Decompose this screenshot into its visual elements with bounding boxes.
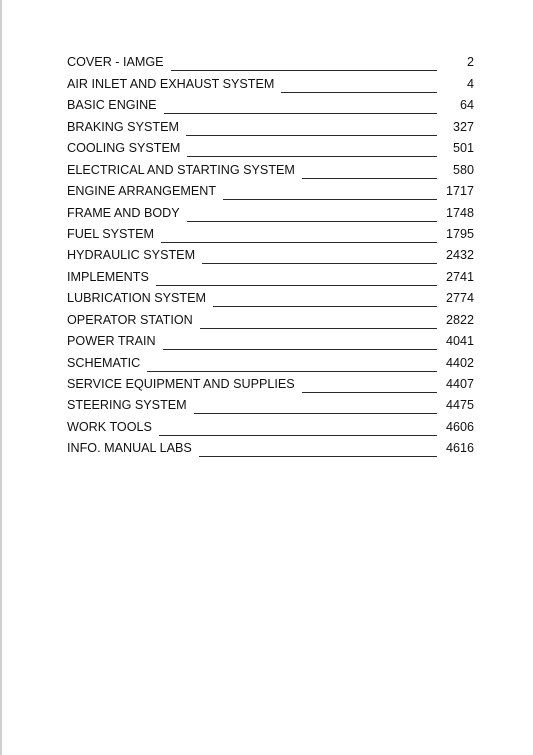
toc-entry-label: AIR INLET AND EXHAUST SYSTEM <box>67 76 275 91</box>
toc-entry-page: 2774 <box>445 291 474 306</box>
toc-leader-line <box>187 156 437 157</box>
toc-entry-page: 4041 <box>445 334 474 349</box>
toc-leader-line <box>163 349 437 350</box>
toc-entry-page: 501 <box>452 141 474 156</box>
toc-entry-hydraulic[interactable] <box>67 244 474 265</box>
toc-entry-air-inlet[interactable] <box>67 72 474 93</box>
toc-leader-line <box>171 70 437 71</box>
toc-entry-label: ENGINE ARRANGEMENT <box>67 184 217 199</box>
toc-entry-engine-arrangement[interactable] <box>67 180 474 201</box>
toc-entry-page: 4 <box>466 76 474 91</box>
toc-entry-label: COVER - IAMGE <box>67 55 164 70</box>
toc-entry-label: OPERATOR STATION <box>67 312 193 327</box>
toc-leader-line <box>187 221 437 222</box>
toc-entry-frame-body[interactable] <box>67 201 474 222</box>
toc-leader-line <box>199 456 437 457</box>
toc-leader-line <box>200 328 437 329</box>
toc-entry-label: FRAME AND BODY <box>67 205 180 220</box>
toc-leader-line <box>186 135 437 136</box>
toc-leader-line <box>223 199 437 200</box>
toc-entry-schematic[interactable] <box>67 351 474 372</box>
toc-entry-implements[interactable] <box>67 265 474 286</box>
toc-entry-page: 1795 <box>445 226 474 241</box>
toc-entry-label: ELECTRICAL AND STARTING SYSTEM <box>67 162 295 177</box>
toc-entry-page: 1717 <box>445 184 474 199</box>
toc-entry-label: SCHEMATIC <box>67 355 141 370</box>
toc-entry-page: 1748 <box>445 205 474 220</box>
toc-entry-electrical[interactable] <box>67 158 474 179</box>
toc-entry-page: 327 <box>452 119 474 134</box>
toc-entry-steering[interactable] <box>67 394 474 415</box>
toc-entry-info-manual-labs[interactable] <box>67 437 474 458</box>
toc-leader-line <box>156 285 437 286</box>
toc-entry-page: 2 <box>466 55 474 70</box>
page-edge-divider <box>0 0 2 755</box>
toc-entry-label: COOLING SYSTEM <box>67 141 181 156</box>
toc-entry-label: FUEL SYSTEM <box>67 226 155 241</box>
toc-entry-label: SERVICE EQUIPMENT AND SUPPLIES <box>67 377 295 391</box>
toc-entry-work-tools[interactable] <box>67 415 474 436</box>
toc-leader-line <box>281 92 437 93</box>
toc-leader-line <box>302 392 437 393</box>
toc-leader-line <box>194 413 437 414</box>
toc-entry-page: 2822 <box>445 312 474 327</box>
toc-entry-page: 580 <box>452 162 474 177</box>
toc-entry-label: LUBRICATION SYSTEM <box>67 291 207 306</box>
toc-leader-line <box>302 178 437 179</box>
toc-entry-page: 64 <box>459 98 474 113</box>
toc-entry-power-train[interactable] <box>67 330 474 351</box>
toc-entry-service-equipment[interactable] <box>67 373 474 394</box>
toc-entry-page: 4475 <box>445 398 474 413</box>
toc-entry-label: WORK TOOLS <box>67 419 152 434</box>
toc-leader-line <box>161 242 437 243</box>
toc-entry-label: BASIC ENGINE <box>67 98 157 113</box>
toc-entry-operator-station[interactable] <box>67 308 474 329</box>
toc-entry-page: 2741 <box>445 269 474 284</box>
toc-entry-label: HYDRAULIC SYSTEM <box>67 248 196 263</box>
toc-entry-label: BRAKING SYSTEM <box>67 119 179 134</box>
toc-entry-cooling[interactable] <box>67 137 474 158</box>
toc-entry-page: 4606 <box>445 419 474 434</box>
toc-entry-label: POWER TRAIN <box>67 334 156 349</box>
toc-entry-fuel[interactable] <box>67 223 474 244</box>
toc-entry-page: 4402 <box>445 355 474 370</box>
toc-entry-label: IMPLEMENTS <box>67 269 149 284</box>
table-of-contents <box>67 51 474 458</box>
toc-leader-line <box>159 435 437 436</box>
toc-leader-line <box>164 113 437 114</box>
toc-entry-page: 4407 <box>445 377 474 391</box>
toc-entry-basic-engine[interactable] <box>67 94 474 115</box>
toc-leader-line <box>213 306 437 307</box>
toc-entry-page: 4616 <box>445 441 474 456</box>
toc-entry-cover[interactable] <box>67 51 474 72</box>
toc-entry-label: STEERING SYSTEM <box>67 398 187 413</box>
toc-leader-line <box>147 371 437 372</box>
toc-entry-page: 2432 <box>445 248 474 263</box>
toc-entry-lubrication[interactable] <box>67 287 474 308</box>
toc-entry-label: INFO. MANUAL LABS <box>67 441 192 456</box>
toc-entry-braking[interactable] <box>67 115 474 136</box>
toc-leader-line <box>202 263 437 264</box>
